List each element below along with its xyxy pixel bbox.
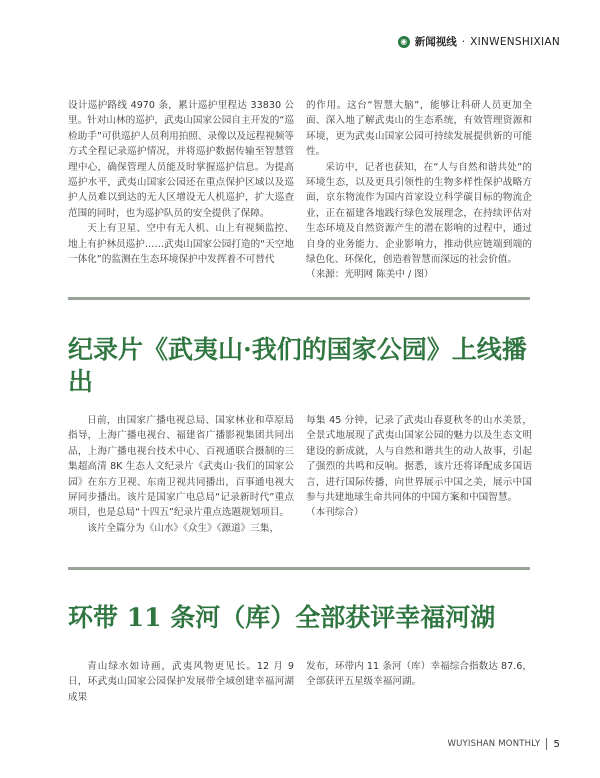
section-divider [68, 297, 530, 300]
section1-left-column [68, 98, 294, 267]
page-number: 5 [553, 738, 560, 750]
article2-left-column [68, 413, 294, 536]
section-header [398, 34, 560, 49]
paragraph: 青山绿水如诗画，武夷风物更见长。12 月 9 日，环武夷山国家公园保护发展带全域创建幸福河湖成果 [68, 661, 294, 703]
paragraph: 的作用。这台“智慧大脑”，能够让科研人员更加全面、深入地了解武夷山的生态系统，有效管理资源和环境，更为武夷山国家公园可持续发展提供新的可能性。 [306, 100, 532, 158]
section-divider [68, 567, 530, 570]
paragraph: 设计巡护路线 4970 条，累计巡护里程达 33830 公里。针对山林的巡护，武夷山国家公园自主开发的“巡检助手”可供巡护人员利用拍照、录像以及远程视频等方式全程记录巡护情况，并将巡护数据传输至智慧管理中心，确保管理人员能及时掌握巡护信息。为提高巡护水平，武夷山国家公园还在重点保护区域以及巡护人员难以到达的无人区增设无人机巡护，扩大巡查范围的同时，也为巡护队员的安全提供了保障。 [68, 100, 294, 219]
news-logo-icon: ◉ [398, 36, 410, 48]
paragraph: 每集 45 分钟，记录了武夷山春夏秋冬的山水美景，全景式地展现了武夷山国家公园的魅力以及生态文明建设的新成就，人与自然和谐共生的动人故事，引起了强烈的共鸣和反响。据悉，该片还将译配成多国语言，进行国际传播，向世界展示中国之美，展示中国参与共建地球生命共同体的中国方案和中国智慧。 [306, 415, 532, 504]
header-latin: XINWENSHIXIAN [470, 35, 560, 48]
article3-left-column [68, 659, 294, 705]
section1-right-column [306, 98, 532, 283]
paragraph: 日前，由国家广播电视总局、国家林业和草原局指导，上海广播电视台、福建省广播影视集团共同出品，上海广播电视台技术中心、百视通联合摄制的三集超高清 8K 生态人文纪录片《武夷山·我们的国家公园》在东方卫视、东南卫视共同播出，百事通电视大屏同步播出。该片是国家广电总局“记录新时代”重点项目，也是总局“十四五”纪录片重点选题规划项目。 [68, 415, 294, 519]
header-cn: 新闻视线 [414, 36, 457, 48]
article-headline: 环带 11 条河（库）全部获评幸福河湖 [68, 603, 496, 632]
paragraph: 采访中，记者也获知，在“人与自然和谐共处”的环境生态，以及更具引领性的生物多样性保护战略方面，京东物流作为国内首家设立科学碳目标的物流企业，正在福建各地践行绿色发展理念，在持续评估对生态环境及自然资源产生的潜在影响的过程中，通过自身的业务能力、企业影响力，推动供应链端到端的绿色化、环保化，创造着智慧而深远的社会价值。 [306, 161, 532, 266]
article-headline: 纪录片《武夷山·我们的国家公园》上线播出 [68, 335, 527, 396]
header-dot: · [461, 35, 466, 48]
magazine-name: WUYISHAN MONTHLY [447, 739, 541, 749]
source-credit: （来源：光明网 陈美中 / 图） [306, 269, 434, 281]
paragraph: 发布，环带内 11 条河（库）幸福综合指数达 87.6，全部获评五星级幸福河湖。 [306, 661, 532, 688]
paragraph: 天上有卫星、空中有无人机、山上有视频监控、地上有护林员巡护……武夷山国家公园打造的“天空地一体化”的监测在生态环境保护中发挥着不可替代 [68, 223, 294, 266]
article3-right-column [306, 659, 532, 690]
article2-right-column [306, 413, 532, 521]
source-credit: （本刊综合） [306, 507, 364, 519]
page-footer [447, 738, 560, 750]
footer-divider [546, 738, 547, 750]
paragraph: 该片全篇分为《山水》《众生》《源道》三集， [87, 522, 280, 534]
